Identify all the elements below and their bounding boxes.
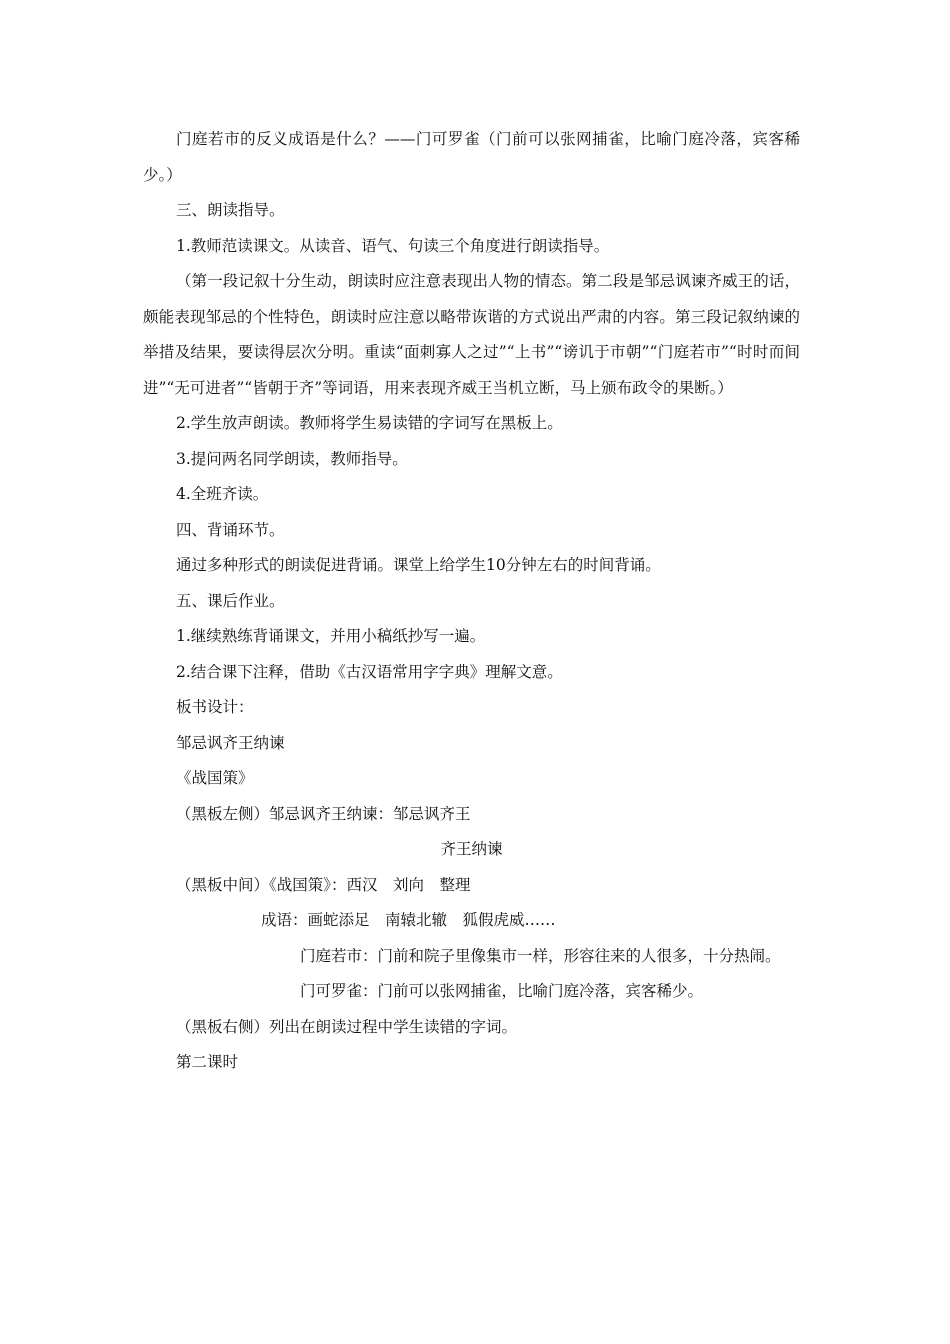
paragraph-antonym-idiom: 门庭若市的反义成语是什么？——门可罗雀（门前可以张网捕雀，比喻门庭冷落，宾客稀少。） (143, 130, 800, 184)
paragraph-reading-notes: （第一段记叙十分生动，朗读时应注意表现出人物的情态。第二段是邹忌讽谏齐威王的话，颇能表现邹忌的个性特色，朗读时应注意以略带诙谐的方式说出严肃的内容。第三段记叙纳谏的举措及结果，要读得层次分明。重读“面刺寡人之过”“上书”“谤讥于市朝”“门庭若市”“时时而间进”“无可进者”“皆朝于齐”等词语，用来表现齐威王当机立断，马上颁布政令的果断。） (143, 272, 800, 397)
list-item-two-students: 3.提问两名同学朗读，教师指导。 (176, 449, 408, 468)
paragraph-recitation: 通过多种形式的朗读促进背诵。课堂上给学生10分钟左右的时间背诵。 (176, 556, 661, 574)
document-body (143, 122, 800, 1081)
section-heading-recitation: 四、背诵环节。 (176, 520, 285, 539)
board-left-side: （黑板左侧）邹忌讽齐王纳谏：邹忌讽齐王 (176, 804, 471, 823)
list-item-whole-class: 4.全班齐读。 (176, 485, 269, 503)
section-heading-reading-guidance: 三、朗读指导。 (176, 201, 285, 219)
section-heading-second-lesson: 第二课时 (176, 1053, 239, 1071)
board-source: 《战国策》 (176, 769, 254, 787)
list-item-teacher-reading: 1.教师范读课文。从读音、语气、句读三个角度进行朗读指导。 (176, 236, 610, 255)
board-idioms: 成语：画蛇添足 南辕北辙 狐假虎威…… (261, 911, 556, 929)
section-heading-homework: 五、课后作业。 (176, 591, 285, 610)
board-middle: （黑板中间）《战国策》：西汉 刘向 整理 (176, 875, 471, 894)
board-title: 邹忌讽齐王纳谏 (176, 733, 285, 752)
board-idiom-men-ke-luo-que: 门可罗雀：门前可以张网捕雀，比喻门庭冷落，宾客稀少。 (300, 982, 704, 1000)
list-item-homework-2: 2.结合课下注释，借助《古汉语常用字字典》理解文意。 (176, 662, 563, 681)
list-item-student-reading: 2.学生放声朗读。教师将学生易读错的字词写在黑板上。 (176, 414, 563, 432)
list-item-homework-1: 1.继续熟练背诵课文，并用小稿纸抄写一遍。 (176, 627, 486, 645)
board-right-side: （黑板右侧）列出在朗读过程中学生读错的字词。 (176, 1017, 518, 1036)
board-idiom-men-ting-ruo-shi: 门庭若市：门前和院子里像集市一样，形容往来的人很多，十分热闹。 (300, 946, 781, 965)
board-design-heading: 板书设计： (176, 698, 254, 716)
board-left-side-continued: 齐王纳谏 (440, 840, 503, 858)
